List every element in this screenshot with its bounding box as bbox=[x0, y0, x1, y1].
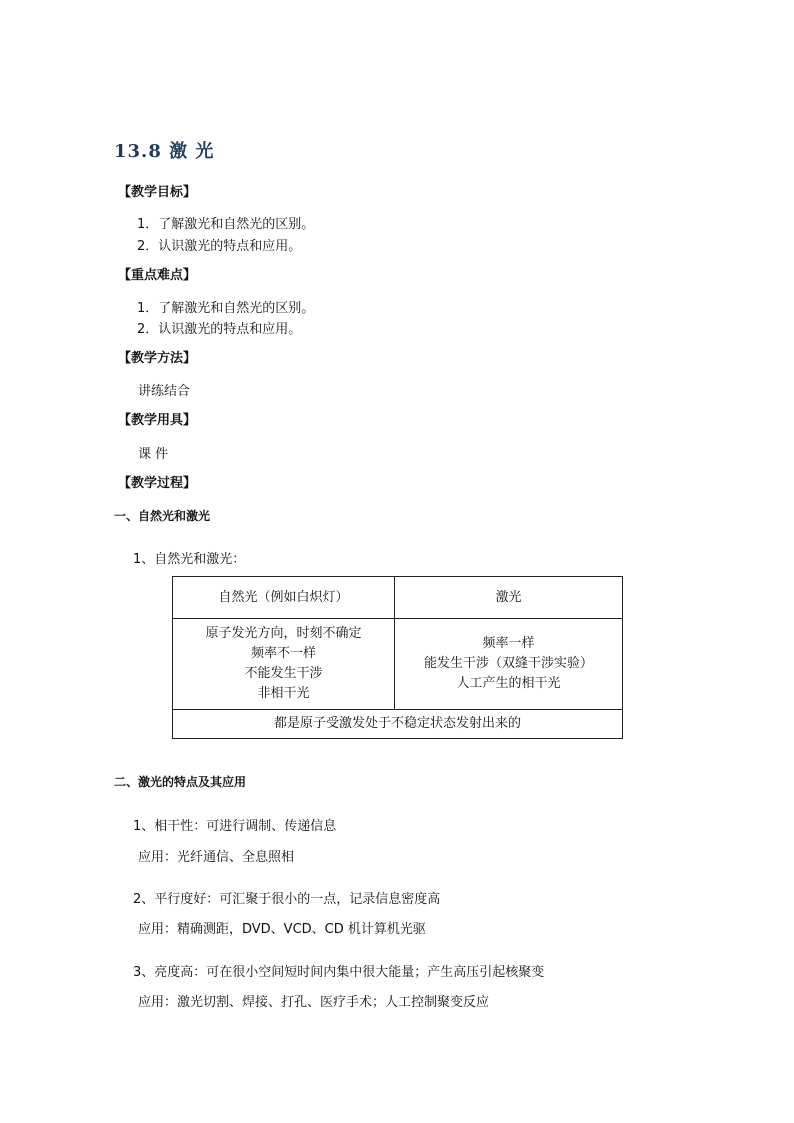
tools-text: 课 件 bbox=[138, 447, 169, 462]
laser-cell bbox=[395, 619, 623, 710]
part1-subheading: 1、自然光和激光： bbox=[133, 552, 246, 567]
table-header-row bbox=[173, 577, 623, 619]
comparison-table bbox=[172, 576, 623, 739]
feature-coherence: 1、相干性：可进行调制、传递信息 bbox=[133, 819, 337, 834]
key-point-item-2: 2．认识激光的特点和应用。 bbox=[137, 322, 302, 337]
table-row bbox=[173, 619, 623, 710]
table-footer-cell: 都是原子受激发处于不稳定状态发射出来的 bbox=[173, 710, 623, 739]
natural-line: 原子发光方向，时刻不确定 bbox=[205, 626, 362, 641]
part2-heading: 二、激光的特点及其应用 bbox=[114, 775, 247, 789]
process-heading: 【教学过程】 bbox=[118, 476, 197, 491]
part1-heading: 一、自然光和激光 bbox=[114, 509, 211, 523]
application-brightness: 应用：激光切割、焊接、打孔、医疗手术；人工控制聚变反应 bbox=[138, 995, 490, 1010]
header-laser: 激光 bbox=[395, 577, 623, 619]
feature-brightness: 3、亮度高：可在很小空间短时间内集中很大能量；产生高压引起核聚变 bbox=[133, 965, 545, 980]
key-point-item-1: 1．了解激光和自然光的区别。 bbox=[137, 301, 315, 316]
objective-item-2: 2．认识激光的特点和应用。 bbox=[137, 239, 302, 254]
objectives-heading: 【教学目标】 bbox=[118, 185, 197, 200]
objective-item-1: 1．了解激光和自然光的区别。 bbox=[137, 217, 315, 232]
header-natural-light: 自然光（例如白炽灯） bbox=[173, 577, 395, 619]
tools-heading: 【教学用具】 bbox=[118, 413, 197, 428]
table-footer-row bbox=[173, 710, 623, 739]
natural-line: 频率不一样 bbox=[250, 646, 316, 661]
page-title: 13.8 激 光 bbox=[114, 141, 215, 162]
laser-line: 能发生干涉（双缝干涉实验） bbox=[423, 656, 593, 671]
natural-line: 不能发生干涉 bbox=[244, 666, 323, 681]
application-coherence: 应用：光纤通信、全息照相 bbox=[138, 850, 295, 865]
laser-line: 频率一样 bbox=[482, 636, 535, 651]
methods-heading: 【教学方法】 bbox=[118, 351, 197, 366]
feature-parallelism: 2、平行度好：可汇聚于很小的一点，记录信息密度高 bbox=[133, 892, 441, 907]
natural-line: 非相干光 bbox=[257, 686, 310, 701]
key-points-heading: 【重点难点】 bbox=[118, 268, 197, 283]
application-parallelism: 应用：精确测距，DVD、VCD、CD 机计算机光驱 bbox=[138, 922, 426, 937]
laser-line: 人工产生的相干光 bbox=[456, 676, 561, 691]
methods-text: 讲练结合 bbox=[138, 384, 191, 399]
natural-light-cell bbox=[173, 619, 395, 710]
